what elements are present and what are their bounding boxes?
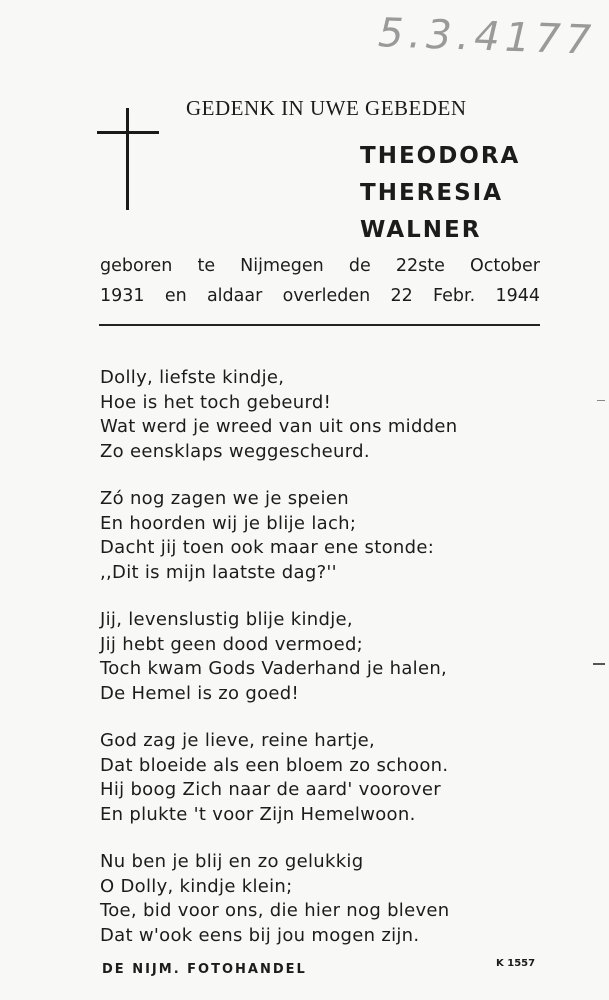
stanza-4 [100,729,458,827]
poem-line: Zo eensklaps weggescheurd. [100,440,370,462]
print-code: K 1557 [496,958,536,969]
birth-line-2: 1931 en aldaar overleden 22 Febr. 1944 [100,286,540,306]
name-line-1: THEODORA [360,143,521,169]
stanza-3 [100,608,458,706]
divider-rule [99,324,540,326]
poem-line: O Dolly, kindje klein; [100,875,293,897]
poem-line: Jij, levenslustig blije kindje, [100,609,353,630]
poem-line: En plukte 't voor Zijn Hemelwoon. [100,803,416,825]
poem-line: Dolly, liefste kindje, [100,367,285,388]
poem-line: Nu ben je blij en zo gelukkig [100,851,364,872]
poem-line: Dat bloeide als een bloem zo schoon. [100,754,449,776]
poem-line: Hij boog Zich naar de aard' voorover [100,779,441,800]
poem-line: Hoe is het toch gebeurd! [100,391,332,413]
poem-line: God zag je lieve, reine hartje, [100,730,376,751]
stanza-2 [100,487,458,585]
name-line-3: WALNER [360,217,482,243]
edge-mark [593,663,605,665]
publisher-label: DE NIJM. FOTOHANDEL [102,962,307,977]
poem-line: Dat w'ook eens bij jou mogen zijn. [100,924,420,946]
poem-line: En hoorden wij je blije lach; [100,512,357,534]
poem-line: Jij hebt geen dood vermoed; [100,633,364,655]
poem-line: Zó nog zagen we je speien [100,488,349,509]
handwritten-note: 5.3.4177 [377,10,597,64]
stanza-5 [100,850,458,948]
poem-line: Wat werd je wreed van uit ons midden [100,416,458,437]
poem-line: ,,Dit is mijn laatste dag?'' [100,561,337,583]
poem-line: Dacht jij toen ook maar ene stonde: [100,537,435,558]
header-text: GEDENK IN UWE GEBEDEN [186,96,467,120]
poem-line: De Hemel is zo goed! [100,682,300,704]
birth-line-1: geboren te Nijmegen de 22ste October [100,256,540,276]
poem [100,366,458,971]
name-line-2: THERESIA [360,180,503,206]
stanza-1 [100,366,458,464]
edge-mark [597,400,605,401]
poem-line: Toch kwam Gods Vaderhand je halen, [100,658,448,679]
poem-line: Toe, bid voor ons, die hier nog bleven [100,900,450,921]
